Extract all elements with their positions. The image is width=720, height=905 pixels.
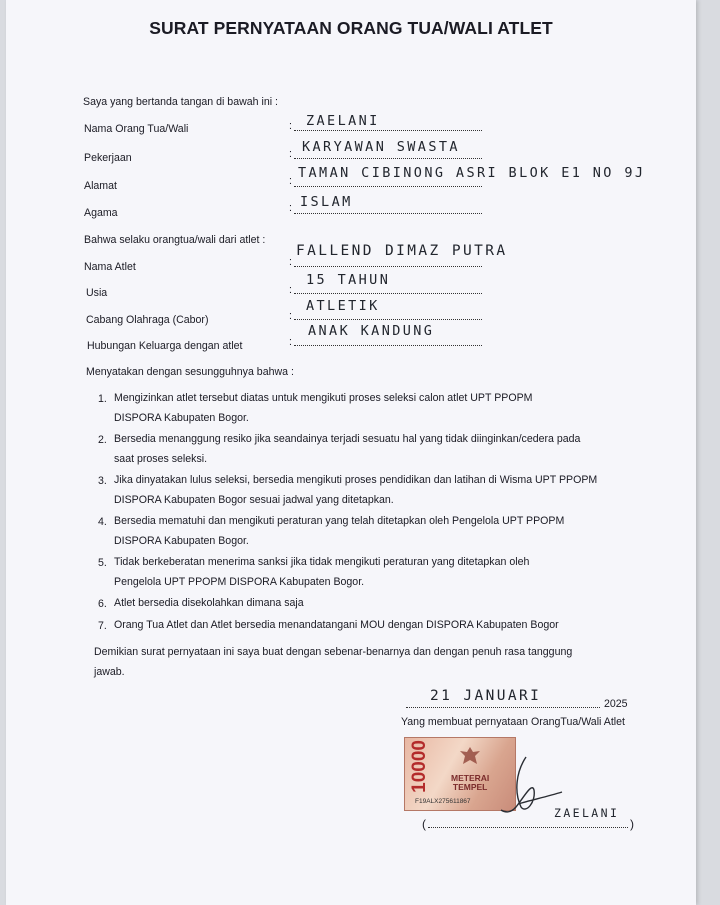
dotted-line [294,130,482,131]
list-item-line: Mengizinkan atlet tersebut diatas untuk mengikuti proses seleksi calon atlet UPT PPOPM [114,392,533,404]
signer-name: ZAELANI [554,806,620,820]
dotted-line [294,213,482,214]
closing-paragraph [94,642,572,682]
list-item-line: Atlet bersedia disekolahkan dimana saja [114,597,304,609]
dotted-line [294,186,482,187]
colon: : [289,284,292,296]
field-value-relationship: ANAK KANDUNG [308,323,435,339]
handwritten-date: 21 JANUARI [430,688,542,704]
list-item [114,429,580,469]
list-item-number: 1. [98,393,107,405]
colon: : [289,120,292,132]
signer-bracket-close: ) [630,817,634,831]
field-label-relationship: Hubungan Keluarga dengan atlet [87,340,243,352]
list-item [114,511,564,551]
field-label-parent-name: Nama Orang Tua/Wali [84,123,189,135]
list-item-number: 7. [98,620,107,632]
colon: : [289,175,292,187]
field-value-occupation: KARYAWAN SWASTA [302,139,460,155]
list-item-line: Bersedia menanggung resiko jika seandainya terjadi sesuatu hal yang tidak diinginkan/cedera pada [114,433,581,445]
field-label-athlete-name: Nama Atlet [84,261,136,273]
field-label-occupation: Pekerjaan [84,152,132,164]
list-item-number: 3. [98,475,107,487]
list-item [114,388,532,428]
dotted-line [294,319,482,320]
list-item-line: DISPORA Kabupaten Bogor. [114,412,249,424]
field-value-address: TAMAN CIBINONG ASRI BLOK E1 NO 9J [298,165,646,181]
colon: : [289,256,292,268]
list-item-line: DISPORA Kabupaten Bogor. [114,535,249,547]
date-year: 2025 [604,698,628,710]
field-label-address: Alamat [84,180,117,192]
list-item-line: DISPORA Kabupaten Bogor sesuai jadwal yang ditetapkan. [114,494,394,506]
field-label-age: Usia [86,287,108,299]
stamp-label-line: METERAI [451,773,490,783]
field-value-religion: ISLAM [300,194,353,210]
field-value-age: 15 TAHUN [306,272,391,288]
list-item-number: 2. [98,434,107,446]
garuda-emblem-icon [457,744,483,770]
field-label-religion: Agama [84,207,118,219]
list-item [114,470,597,510]
dotted-line [294,266,482,267]
list-item [114,552,529,592]
list-item-line: Orang Tua Atlet dan Atlet bersedia menandatangani MOU dengan DISPORA Kabupaten Bogor [114,619,559,631]
stamp-label [451,774,489,792]
dotted-line [406,707,600,708]
list-item-number: 5. [98,557,107,569]
field-label-sport: Cabang Olahraga (Cabor) [86,314,209,326]
signer-bracket-open: ( [422,817,426,831]
intro-text: Saya yang bertanda tangan di bawah ini : [83,96,278,108]
list-item [114,615,559,635]
colon: : [289,148,292,160]
colon: : [289,336,292,348]
list-item-line: Pengelola UPT PPOPM DISPORA Kabupaten Bogor. [114,576,365,588]
dotted-line [294,293,482,294]
stamp-serial: F19ALX275611867 [415,798,471,805]
colon: : [289,310,292,322]
list-item-line: saat proses seleksi. [114,453,208,465]
field-value-athlete-name: FALLEND DIMAZ PUTRA [296,243,508,259]
list-item-line: Tidak berkeberatan menerima sanksi jika tidak mengikuti peraturan yang ditetapkan oleh [114,556,530,568]
dotted-line [294,345,482,346]
closing-line: Demikian surat pernyataan ini saya buat dengan sebenar-benarnya dan dengan penuh rasa tanggung [94,646,573,658]
dotted-line [428,827,628,828]
closing-line: jawab. [94,666,125,678]
dotted-line [294,158,482,159]
athlete-intro-text: Bahwa selaku orangtua/wali dari atlet : [84,234,266,246]
list-item [114,593,304,613]
stamp-value: 10000 [409,740,430,793]
list-item-line: Bersedia mematuhi dan mengikuti peraturan yang telah ditetapkan oleh Pengelola UPT PPOPM [114,515,565,527]
colon: : [289,202,292,214]
field-value-parent-name: ZAELANI [306,113,380,129]
document-page [6,0,696,905]
stamp-label-line: TEMPEL [452,782,488,792]
list-item-number: 4. [98,516,107,528]
field-value-sport: ATLETIK [306,298,380,314]
list-item-number: 6. [98,598,107,610]
declaration-text: Menyatakan dengan sesungguhnya bahwa : [86,366,294,378]
document-title: SURAT PERNYATAAN ORANG TUA/WALI ATLET [149,18,553,38]
list-item-line: Jika dinyatakan lulus seleksi, bersedia mengikuti proses pendidikan dan latihan di Wisma UPT PPOPM [114,474,598,486]
signer-caption: Yang membuat pernyataan OrangTua/Wali Atlet [401,716,625,728]
